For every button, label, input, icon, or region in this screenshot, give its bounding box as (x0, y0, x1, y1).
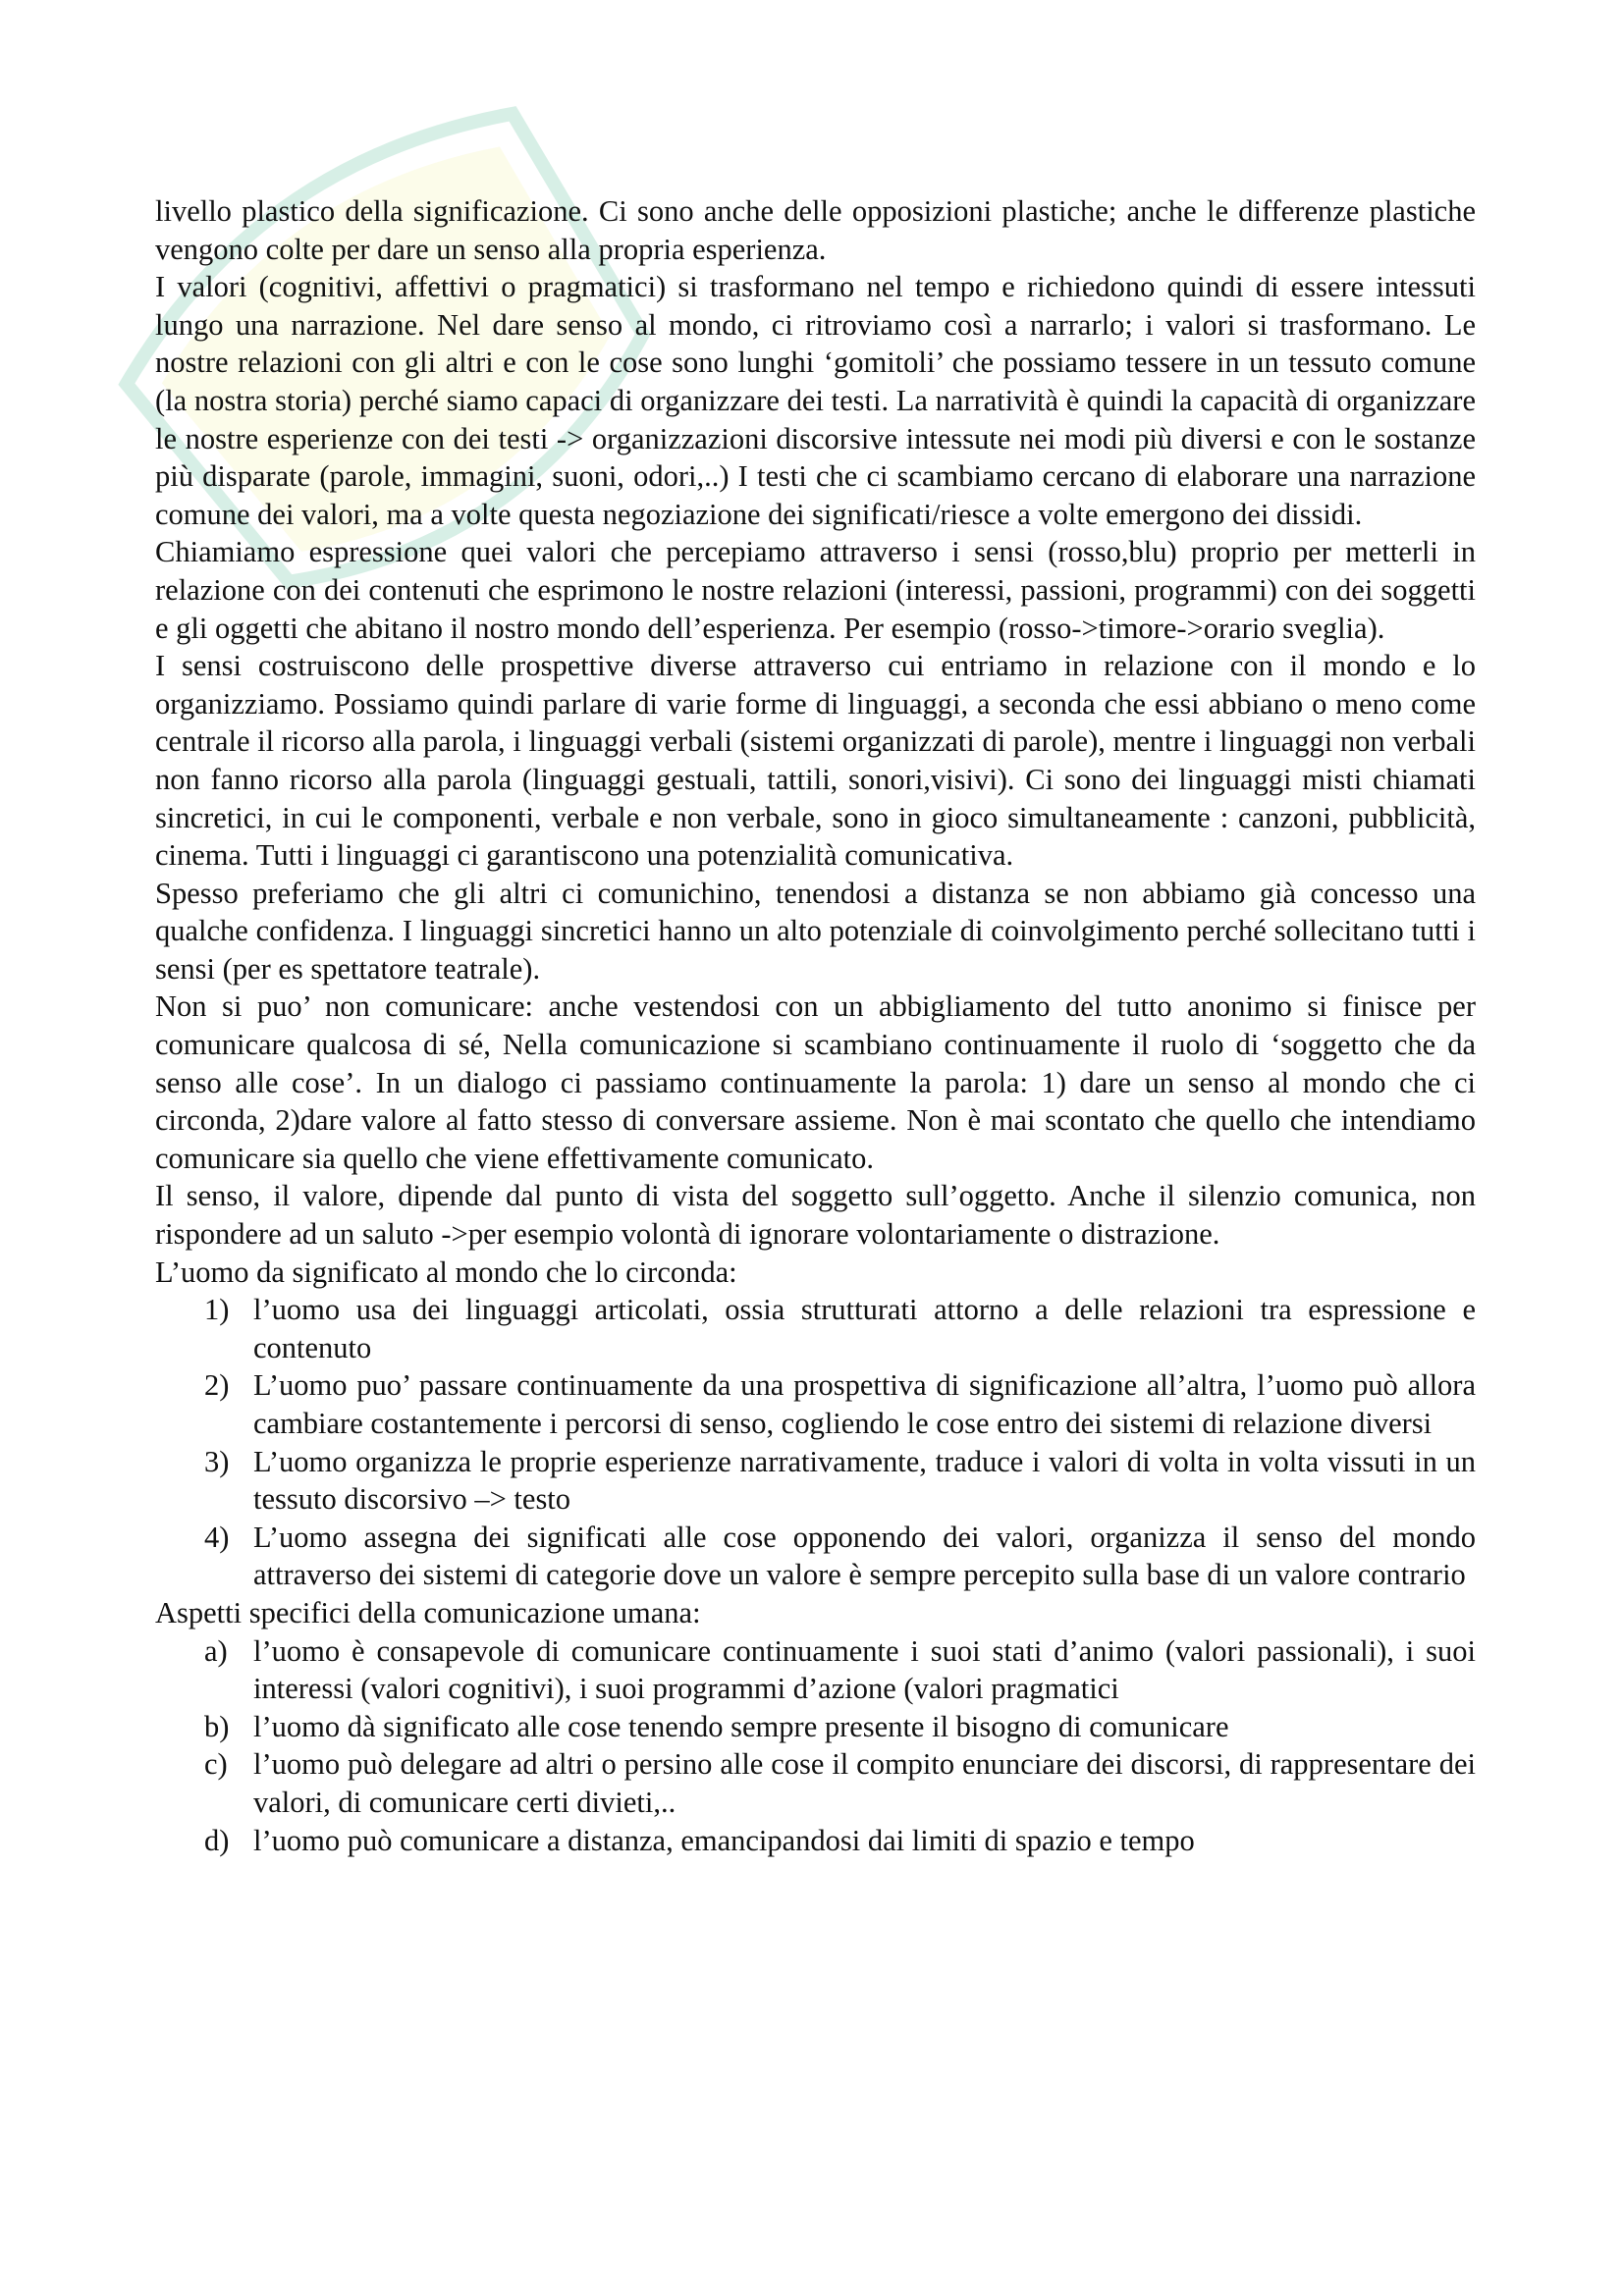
list-item (155, 1632, 1476, 1708)
list-marker: 3) (204, 1444, 230, 1478)
paragraph-cannot-not-communicate: Non si puo’ non comunicare: anche vestendosi con un abbigliamento del tutto anonimo si finisce per comunicare qualcosa di sé, Nella comunicazione si scambiano continuamente il ruolo di ‘soggetto che da senso alle cose’. In un dialogo ci passiamo continuamente la parola: 1) dare un senso al mondo che ci circonda, 2)dare valore al fatto stesso di conversare assieme. Non è mai scontato che quello che intendiamo comunicare sia quello che viene effettivamente comunicato. (155, 989, 1476, 1175)
list-marker: d) (204, 1823, 230, 1857)
list-marker: a) (204, 1633, 228, 1668)
paragraph-senses-languages: I sensi costruiscono delle prospettive diverse attraverso cui entriamo in relazione con il mondo e lo organizziamo. Possiamo quindi parlare di varie forme di linguaggi, a seconda che essi abbiano o meno come centrale il ricorso alla parola, i linguaggi verbali (sistemi organizzati di parole), mentre i linguaggi non verbali non fanno ricorso alla parola (linguaggi gestuali, tattili, sonori,visivi). Ci sono dei linguaggi misti chiamati sincretici, in cui le componenti, verbale e non verbale, sono in gioco simultaneamente : canzoni, pubblicità, cinema. Tutti i linguaggi ci garantiscono una potenzialità comunicativa. (155, 649, 1476, 873)
paragraph-syncretic-languages: Spesso preferiamo che gli altri ci comunichino, tenendosi a distanza se non abbiamo già concesso una qualche confidenza. I linguaggi sincretici hanno un alto potenziale di coinvolgimento perché sollecitano tutti i sensi (per es spettatore teatrale). (155, 876, 1476, 986)
paragraph-human-communication-heading: Aspetti specifici della comunicazione umana: (155, 1595, 701, 1629)
lettered-list (155, 1632, 1476, 1860)
paragraph-expression: Chiamiamo espressione quei valori che percepiamo attraverso i sensi (rosso,blu) proprio per metterli in relazione con dei contenuti che esprimono le nostre relazioni (interessi, passioni, programmi) con dei soggetti e gli oggetti che abitano il nostro mondo dell’esperienza. Per esempio (rosso->timore->orario sveglia). (155, 535, 1476, 645)
list-item (155, 1443, 1476, 1519)
list-marker: 1) (204, 1293, 230, 1327)
paragraph-plastic-level: livello plastico della significazione. Ci sono anche delle opposizioni plastiche; anche le differenze plastiche vengono colte per dare un senso alla propria esperienza. (155, 194, 1476, 266)
list-item-text: L’uomo puo’ passare continuamente da una prospettiva di significazione all’altra, l’uomo può allora cambiare costantemente i percorsi di senso, cogliendo le cose entro dei sistemi di relazione diversi (253, 1368, 1476, 1440)
list-marker: 4) (204, 1520, 230, 1554)
list-item-text: l’uomo è consapevole di comunicare continuamente i suoi stati d’animo (valori passionali), i suoi interessi (valori cognitivi), i suoi programmi d’azione (valori pragmatici (253, 1633, 1476, 1706)
list-marker: 2) (204, 1368, 230, 1403)
list-item (155, 1708, 1476, 1746)
list-marker: c) (204, 1747, 228, 1782)
list-item-text: l’uomo può delegare ad altri o persino alle cose il compito enunciare dei discorsi, di rappresentare dei valori, di comunicare certi divieti,.. (253, 1747, 1476, 1819)
list-item (155, 1291, 1476, 1366)
paragraph-values-narration: I valori (cognitivi, affettivi o pragmatici) si trasformano nel tempo e richiedono quindi di essere intessuti lungo una narrazione. Nel dare senso al mondo, ci ritroviamo così a narrarlo; i valori si trasformano. Le nostre relazioni con gli altri e con le cose sono lunghi ‘gomitoli’ che possiamo tessere in un tessuto comune (la nostra storia) perché siamo capaci di organizzare dei testi. La narratività è quindi la capacità di organizzare le nostre esperienze con dei testi -> organizzazioni discorsive intessute nei modi più diversi e con le sostanze più disparate (parole, immagini, suoni, odori,..) I testi che ci scambiamo cercano di elaborare una narrazione comune dei valori, ma a volte questa negoziazione dei significati/riesce a volte emergono dei dissidi. (155, 270, 1476, 531)
list-item (155, 1745, 1476, 1821)
list-item-text: l’uomo usa dei linguaggi articolati, ossia strutturati attorno a delle relazioni tra espressione e contenuto (253, 1293, 1476, 1364)
list-item-text: L’uomo assegna dei significati alle cose opponendo dei valori, organizza il senso del mondo attraverso dei sistemi di categorie dove un valore è sempre percepito sulla base di un valore contrario (253, 1520, 1476, 1592)
paragraph-point-of-view: Il senso, il valore, dipende dal punto di vista del soggetto sull’oggetto. Anche il silenzio comunica, non rispondere ad un saluto ->per esempio volontà di ignorare volontariamente o distrazione. (155, 1179, 1476, 1252)
list-item-text: l’uomo dà significato alle cose tenendo sempre presente il bisogno di comunicare (253, 1709, 1229, 1743)
document-body (155, 192, 1476, 1859)
list-item-text: l’uomo può comunicare a distanza, emancipandosi dai limiti di spazio e tempo (253, 1823, 1195, 1857)
list-item (155, 1366, 1476, 1442)
list-item (155, 1822, 1476, 1860)
paragraph-meaning-heading: L’uomo da significato al mondo che lo circonda: (155, 1255, 737, 1289)
numbered-list (155, 1291, 1476, 1594)
list-marker: b) (204, 1709, 230, 1743)
list-item (155, 1519, 1476, 1594)
list-item-text: L’uomo organizza le proprie esperienze narrativamente, traduce i valori di volta in volta vissuti in un tessuto discorsivo –> testo (253, 1444, 1476, 1517)
